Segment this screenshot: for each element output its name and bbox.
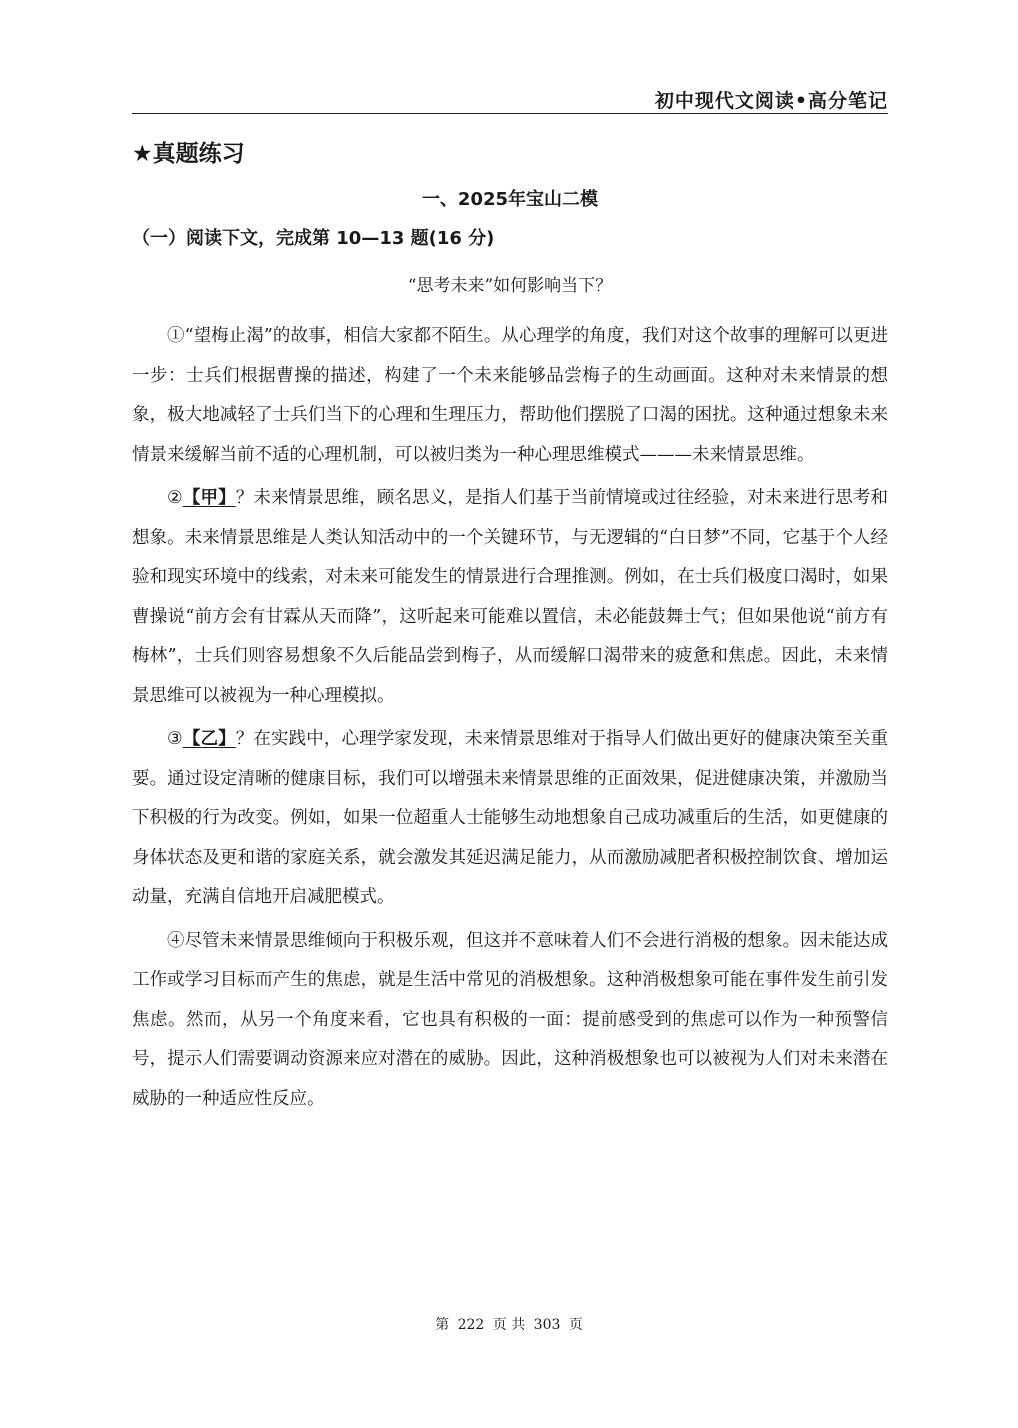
paragraph-number: ②	[167, 488, 183, 508]
footer-prefix: 第	[435, 1317, 450, 1333]
section-heading: ★真题练习	[132, 141, 245, 167]
paragraph-1	[132, 317, 888, 475]
article-title: “思考未来”如何影响当下？	[407, 276, 613, 296]
paragraph-text: ？未来情景思维，顾名思义，是指人们基于当前情境或过往经验，对未来进行思考和想象。未来情景思维是人类认知活动中的一个关键环节，与无逻辑的“白日梦”不同，它基于个人经验和现实环境中的线索，对未来可能发生的情景进行合理推测。例如，在士兵们极度口渴时，如果曹操说“前方会有甘霖从天而降”，这听起来可能难以置信，未必能鼓舞士气；但如果他说“前方有梅林”，士兵们则容易想象不久后能品尝到梅子，从而缓解口渴带来的疲惫和焦虑。因此，未来情景思维可以被视为一种心理模拟。	[132, 488, 888, 706]
article-body	[132, 317, 888, 1123]
running-header-title: 初中现代文阅读•高分笔记	[654, 90, 888, 112]
paragraph-text: “望梅止渴”的故事，相信大家都不陌生。从心理学的角度，我们对这个故事的理解可以更进一步：士兵们根据曹操的描述，构建了一个未来能够品尝梅子的生动画面。这种对未来情景的想象，极大地减轻了士兵们当下的心理和生理压力，帮助他们摆脱了口渴的困扰。这种通过想象未来情景来缓解当前不适的心理机制，可以被归类为一种心理思维模式———未来情景思维。	[132, 326, 889, 465]
paragraph-number: ③	[167, 729, 183, 749]
blank-marker-jia: 【甲】	[182, 488, 236, 508]
paragraph-3	[132, 720, 888, 918]
question-instruction: （一）阅读下文，完成第 10—13 题(16 分)	[132, 228, 495, 249]
total-page-count: 303	[533, 1317, 561, 1333]
exam-title: 一、2025年宝山二模	[421, 189, 599, 210]
page-footer	[0, 1314, 1018, 1334]
footer-suffix: 页	[568, 1317, 583, 1333]
paragraph-2	[132, 479, 888, 716]
paragraph-number: ④	[167, 930, 185, 951]
header-divider	[132, 113, 888, 114]
paragraph-4	[132, 922, 888, 1120]
footer-mid: 页 共	[492, 1317, 526, 1333]
blank-marker-yi: 【乙】	[182, 729, 236, 749]
current-page-number: 222	[457, 1317, 485, 1333]
paragraph-number: ①	[167, 326, 185, 346]
paragraph-text: 尽管未来情景思维倾向于积极乐观，但这并不意味着人们不会进行消极的想象。因未能达成工作或学习目标而产生的焦虑，就是生活中常见的消极想象。这种消极想象可能在事件发生前引发焦虑。然而，从另一个角度来看，它也具有积极的一面：提前感受到的焦虑可以作为一种预警信号，提示人们需要调动资源来应对潜在的威胁。因此，这种消极想象也可以被视为人们对未来潜在威胁的一种适应性反应。	[132, 930, 889, 1109]
paragraph-text: ？在实践中，心理学家发现，未来情景思维对于指导人们做出更好的健康决策至关重要。通过设定清晰的健康目标，我们可以增强未来情景思维的正面效果，促进健康决策，并激励当下积极的行为改变。例如，如果一位超重人士能够生动地想象自己成功减重后的生活，如更健康的身体状态及更和谐的家庭关系，就会激发其延迟满足能力，从而激励减肥者积极控制饮食、增加运动量，充满自信地开启减肥模式。	[132, 729, 888, 907]
